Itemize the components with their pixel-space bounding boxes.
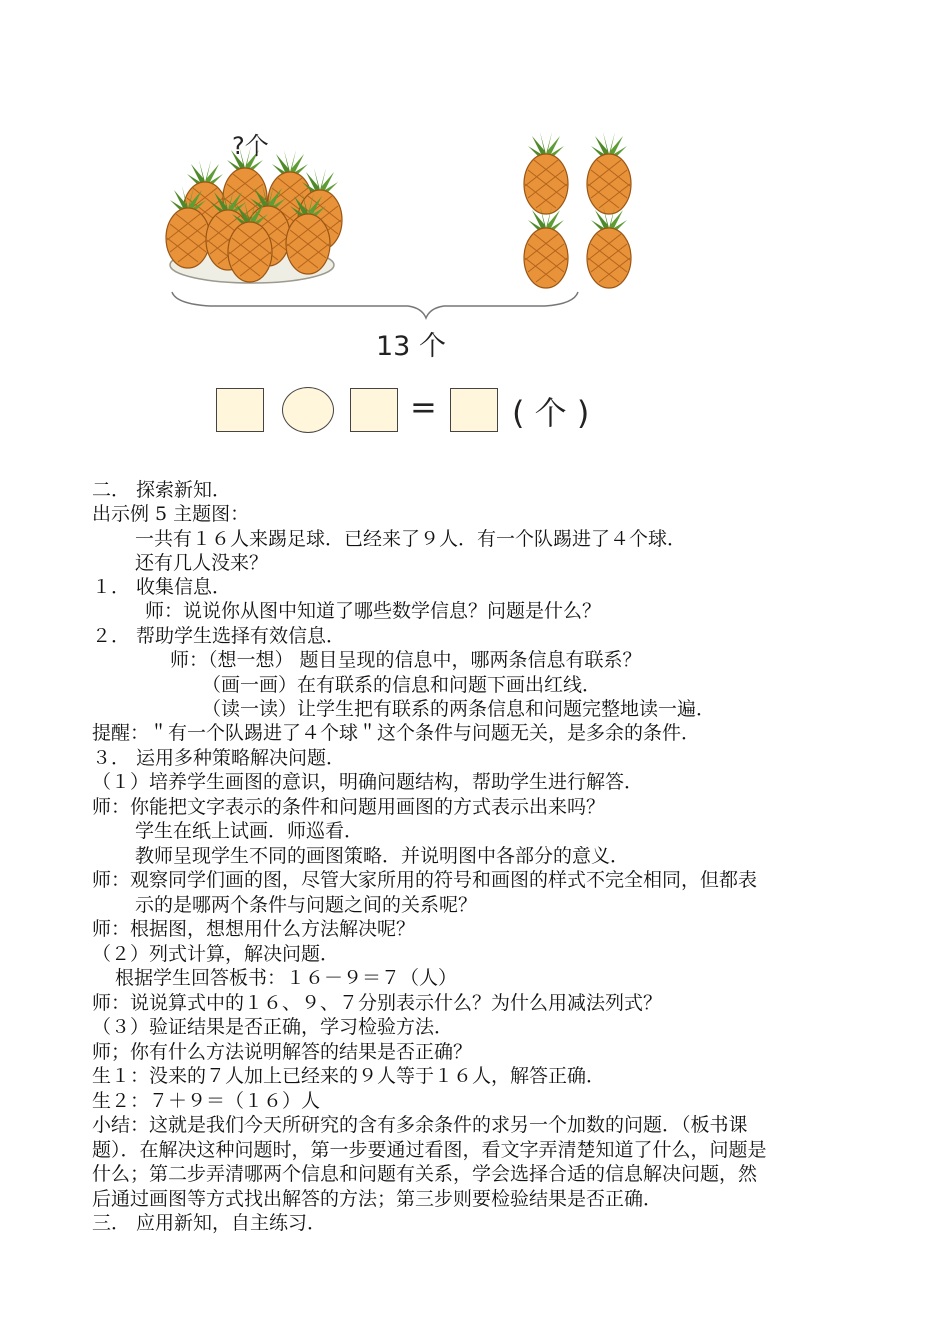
- text-line: 生２：７＋９＝（１６）人: [92, 1090, 321, 1112]
- text-line: （３）验证结果是否正确，学习检验方法．: [92, 1016, 454, 1038]
- text-line: １． 收集信息．: [92, 576, 232, 598]
- equals-sign: =: [410, 388, 437, 426]
- text-line: ３． 运用多种策略解决问题．: [92, 747, 346, 769]
- text-line: 题）．在解决这种问题时，第一步要通过看图，看文字弄清楚知道了什么，问题是: [92, 1139, 767, 1161]
- text-line: 提醒：＂有一个队踢进了４个球＂这个条件与问题无关，是多余的条件．: [92, 722, 701, 744]
- text-line: （１）培养学生画图的意识，明确问题结构，帮助学生进行解答．: [92, 771, 644, 793]
- text-line: （读一读）让学生把有联系的两条信息和问题完整地读一遍．: [202, 698, 716, 720]
- section-heading: 三． 应用新知，自主练习．: [92, 1212, 327, 1234]
- text-line: 师：说说你从图中知道了哪些数学信息？问题是什么？: [145, 600, 602, 622]
- question-label: ?个: [232, 132, 269, 160]
- text-line: 什么；第二步弄清哪两个信息和问题有关系，学会选择合适的信息解决问题，然: [92, 1163, 758, 1185]
- text-line: 教师呈现学生不同的画图策略．并说明图中各部分的意义．: [135, 845, 630, 867]
- total-label: 13 个: [376, 331, 446, 362]
- text-line: 一共有１６人来踢足球．已经来了９人．有一个队踢进了４个球．: [135, 528, 687, 550]
- text-line: 师；你有什么方法说明解答的结果是否正确？: [92, 1041, 473, 1063]
- text-line: 师：你能把文字表示的条件和问题用画图的方式表示出来吗？: [92, 796, 606, 818]
- text-line: 学生在纸上试画．师巡看．: [135, 820, 364, 842]
- text-line: 生１：没来的７人加上已经来的９人等于１６人，解答正确．: [92, 1065, 606, 1087]
- text-line: 后通过画图等方式找出解答的方法；第三步则要检验结果是否正确．: [92, 1188, 663, 1210]
- text-line: ２． 帮助学生选择有效信息．: [92, 625, 346, 647]
- text-line: 出示例 5 主题图：: [92, 503, 250, 525]
- text-line: 根据学生回答板书：１６－９＝７（人）: [115, 967, 458, 989]
- operator-circle[interactable]: [282, 387, 334, 433]
- pineapple-pile: [166, 146, 342, 282]
- answer-box-2[interactable]: [350, 388, 398, 432]
- section-heading: 二． 探索新知．: [92, 479, 232, 501]
- text-line: 师：（想一想） 题目呈现的信息中，哪两条信息有联系？: [170, 649, 642, 671]
- text-line: 师：根据图，想想用什么方法解决呢？: [92, 918, 416, 940]
- text-line: （２）列式计算，解决问题．: [92, 943, 340, 965]
- unit-label: ( 个 ): [512, 394, 590, 432]
- text-line: 小结：这就是我们今天所研究的含有多余条件的求另一个加数的问题．（板书课: [92, 1114, 748, 1136]
- text-line: 师：观察同学们画的图，尽管大家所用的符号和画图的样式不完全相同，但都表: [92, 869, 758, 891]
- text-line: 师：说说算式中的１６、９、７分别表示什么？为什么用减法列式？: [92, 992, 663, 1014]
- pineapple-group-four: [524, 132, 631, 288]
- text-line: （画一画）在有联系的信息和问题下画出红线．: [202, 674, 602, 696]
- text-line: 还有几人没来？: [135, 552, 269, 574]
- answer-box-3[interactable]: [450, 388, 498, 432]
- total-brace: [172, 292, 578, 318]
- answer-box-1[interactable]: [216, 388, 264, 432]
- text-line: 示的是哪两个条件与问题之间的关系呢？: [135, 894, 478, 916]
